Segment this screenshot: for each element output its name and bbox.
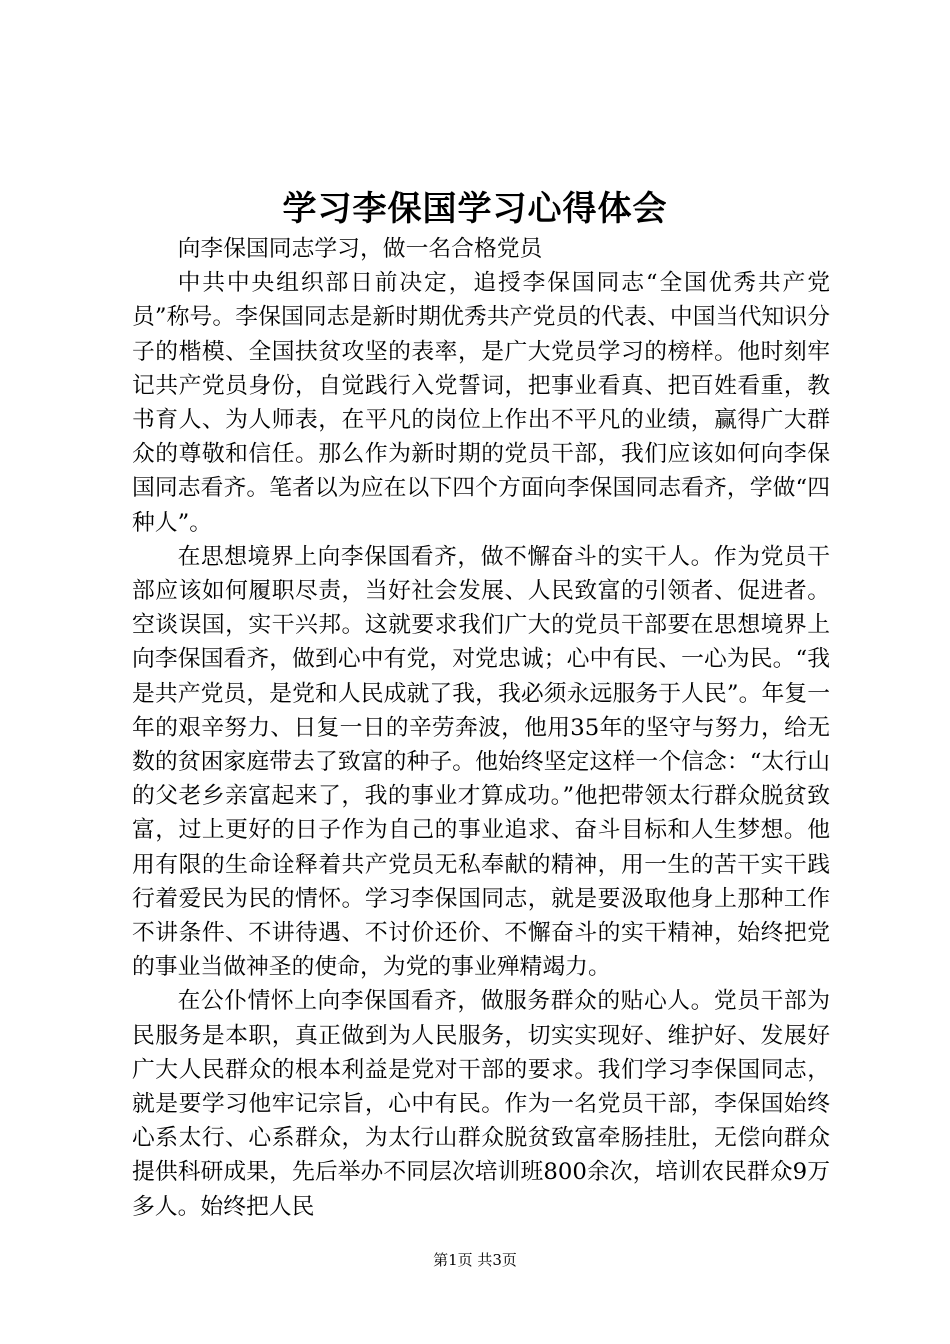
body-paragraph: 在思想境界上向李保国看齐，做不懈奋斗的实干人。作为党员干部应该如何履职尽责，当好社会发展、人民致富的引领者、促进者。空谈误国，实干兴邦。这就要求我们广大的党员干部要在思想境界上向李保国看齐，做到心中有党，对党忠诚；心中有民、一心为民。“我是共产党员，是党和人民成就了我，我必须永远服务于人民”。年复一年的艰辛努力、日复一日的辛劳奔波，他用35年的坚守与努力，给无数的贫困家庭带去了致富的种子。他始终坚定这样一个信念：“太行山的父老乡亲富起来了，我的事业才算成功。”他把带领太行群众脱贫致富，过上更好的日子作为自己的事业追求、奋斗目标和人生梦想。他用有限的生命诠释着共产党员无私奉献的精神，用一生的苦干实干践行着爱民为民的情怀。学习李保国同志，就是要汲取他身上那种工作不讲条件、不讲待遇、不讨价还价、不懈奋斗的实干精神，始终把党的事业当做神圣的使命，为党的事业殚精竭力。 [132, 543, 830, 981]
document-body [132, 232, 830, 1224]
subtitle-paragraph: 向李保国同志学习，做一名合格党员 [177, 236, 543, 262]
page-footer: 第1页 共3页 [433, 1251, 517, 1269]
body-paragraph: 中共中央组织部日前决定，追授李保国同志“全国优秀共产党员”称号。李保国同志是新时期优秀共产党员的代表、中国当代知识分子的楷模、全国扶贫攻坚的表率，是广大党员学习的榜样。他时刻牢记共产党员身份，自觉践行入党誓词，把事业看真、把百姓看重，教书育人、为人师表，在平凡的岗位上作出不平凡的业绩，赢得广大群众的尊敬和信任。那么作为新时期的党员干部，我们应该如何向李保国同志看齐。笔者以为应在以下四个方面向李保国同志看齐，学做“四种人”。 [132, 270, 830, 536]
document-title: 学习李保国学习心得体会 [282, 189, 668, 229]
body-paragraph: 在公仆情怀上向李保国看齐，做服务群众的贴心人。党员干部为民服务是本职，真正做到为人民服务，切实实现好、维护好、发展好广大人民群众的根本利益是党对干部的要求。我们学习李保国同志，就是要学习他牢记宗旨，心中有民。作为一名党员干部，李保国始终心系太行、心系群众，为太行山群众脱贫致富牵肠挂肚，无偿向群众提供科研成果，先后举办不同层次培训班800余次，培训农民群众9万多人。始终把人民 [132, 988, 830, 1220]
